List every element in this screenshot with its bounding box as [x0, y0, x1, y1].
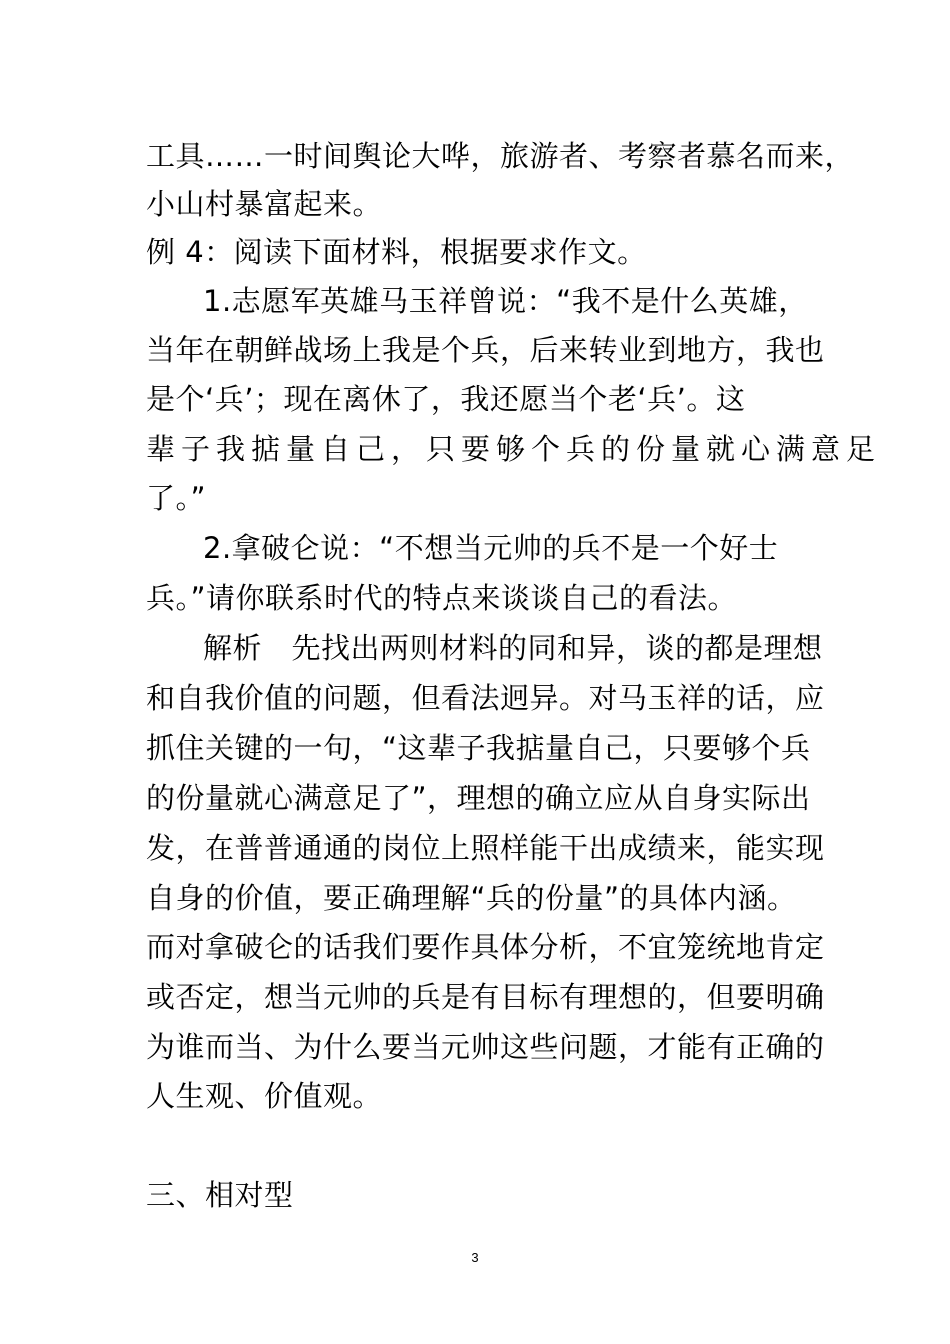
material-1-line-5: 了。”	[146, 481, 207, 515]
analysis-line-1: 解析 先找出两则材料的同和异，谈的都是理想	[203, 631, 823, 665]
material-1-line-3: 是个‘兵’；现在离休了，我还愿当个老‘兵’。这	[146, 382, 746, 416]
analysis-line-10: 人生观、价值观。	[146, 1079, 383, 1113]
text-line-1: 工具……一时间舆论大哗，旅游者、考察者慕名而来，	[146, 139, 855, 173]
analysis-line-4: 的份量就心满意足了”，理想的确立应从自身实际出	[146, 781, 811, 815]
analysis-line-8: 或否定，想当元帅的兵是有目标有理想的，但要明确	[146, 980, 825, 1014]
page-number: 3	[471, 1250, 479, 1265]
section-heading: 三、相对型	[146, 1178, 294, 1212]
analysis-line-9: 为谁而当、为什么要当元帅这些问题，才能有正确的	[146, 1030, 825, 1064]
example-heading: 例 4：阅读下面材料，根据要求作文。	[146, 235, 647, 269]
analysis-line-6: 自身的价值，要正确理解“兵的份量”的具体内涵。	[146, 881, 797, 915]
material-1-line-2: 当年在朝鲜战场上我是个兵，后来转业到地方，我也	[146, 333, 825, 367]
analysis-line-7: 而对拿破仑的话我们要作具体分析，不宜笼统地肯定	[146, 930, 825, 964]
text-line-2: 小山村暴富起来。	[146, 187, 383, 221]
analysis-line-2: 和自我价值的问题，但看法迥异。对马玉祥的话，应	[146, 681, 825, 715]
analysis-line-3: 抓住关键的一句，“这辈子我掂量自己，只要够个兵	[146, 731, 811, 765]
analysis-line-5: 发，在普普通通的岗位上照样能干出成绩来，能实现	[146, 831, 825, 865]
material-2-line-1: 2.拿破仑说：“不想当元帅的兵不是一个好士	[203, 531, 779, 565]
material-2-line-2: 兵。”请你联系时代的特点来谈谈自己的看法。	[146, 581, 738, 615]
material-1-line-4: 辈子我掂量自己，只要够个兵的份量就心满意足	[146, 432, 882, 466]
material-1-line-1: 1.志愿军英雄马玉祥曾说：“我不是什么英雄，	[203, 284, 808, 318]
